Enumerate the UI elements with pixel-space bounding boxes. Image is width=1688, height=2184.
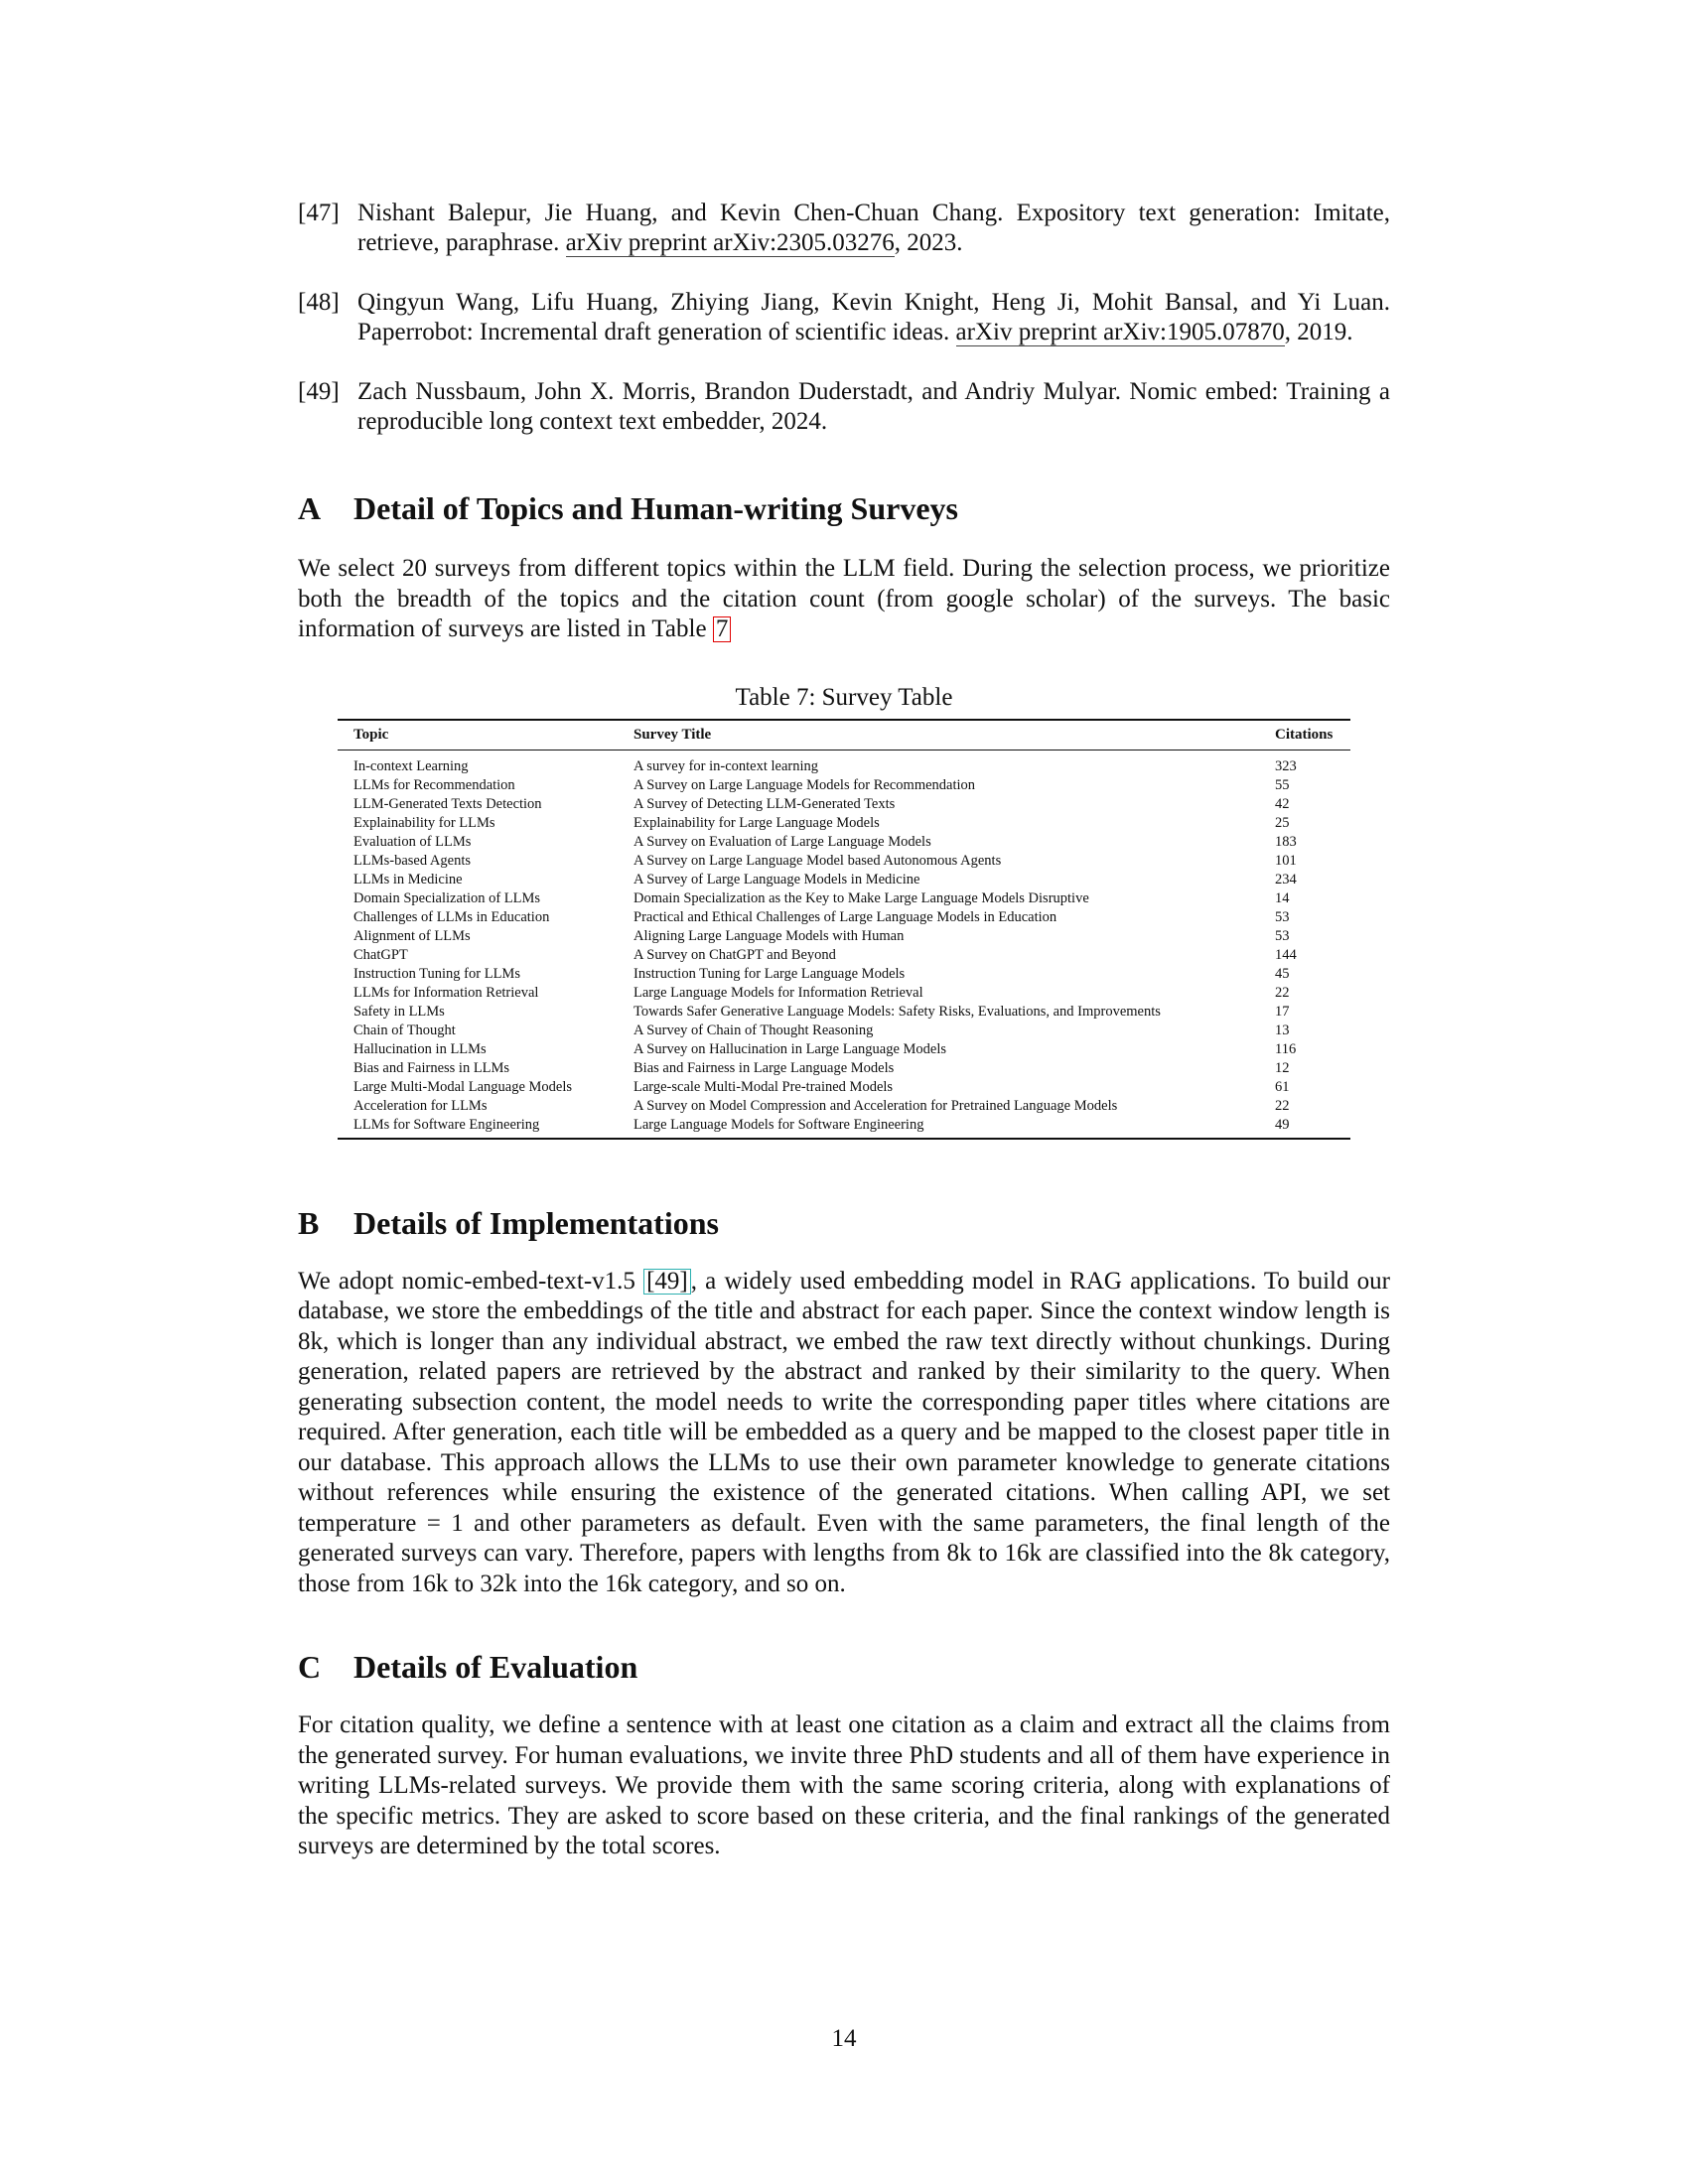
cell-topic: LLMs in Medicine bbox=[353, 871, 463, 887]
section-b-heading bbox=[298, 1203, 1390, 1243]
table-row bbox=[338, 889, 1350, 908]
page-number: 14 bbox=[831, 2025, 857, 2052]
section-a-paragraph bbox=[298, 554, 1390, 645]
reference-text: Qingyun Wang, Lifu Huang, Zhiying Jiang, Kevin Knight, Heng Ji, Mohit Bansal, and Yi Luan. Paperrobot: Incremental draft generation of scientific ideas. bbox=[357, 289, 1390, 345]
cell-topic: Domain Specialization of LLMs bbox=[353, 889, 541, 906]
cell-survey-title: A Survey of Detecting LLM-Generated Texts bbox=[633, 795, 896, 812]
reference-number: [47] bbox=[298, 200, 340, 226]
cell-citations: 22 bbox=[1275, 1097, 1290, 1114]
cell-citations: 101 bbox=[1275, 852, 1297, 869]
cell-topic: Large Multi-Modal Language Models bbox=[353, 1078, 572, 1095]
paper-page bbox=[298, 199, 1390, 1862]
cell-topic: In-context Learning bbox=[353, 757, 469, 774]
table-row bbox=[338, 1003, 1350, 1022]
cell-citations: 14 bbox=[1275, 889, 1290, 906]
citation-link-49[interactable]: [49] bbox=[643, 1269, 691, 1295]
cell-survey-title: Large Language Models for Software Engineering bbox=[633, 1116, 924, 1133]
cell-citations: 45 bbox=[1275, 965, 1290, 982]
cell-survey-title: Domain Specialization as the Key to Make Large Language Models Disruptive bbox=[633, 889, 1089, 906]
cell-survey-title: A Survey on Evaluation of Large Language Models bbox=[633, 833, 931, 850]
cell-citations: 144 bbox=[1275, 946, 1297, 963]
cell-survey-title: A Survey on Large Language Model based Autonomous Agents bbox=[633, 852, 1002, 869]
survey-table bbox=[338, 719, 1350, 1140]
header-survey-title: Survey Title bbox=[618, 720, 1259, 751]
cell-topic: Acceleration for LLMs bbox=[353, 1097, 488, 1114]
reference-text: Zach Nussbaum, John X. Morris, Brandon Duderstadt, and Andriy Mulyar. Nomic embed: Training a reproducible long context text embedder, 2024. bbox=[357, 378, 1390, 435]
paragraph-text: We select 20 surveys from different topics within the LLM field. During the selection process, we prioritize both the breadth of the topics and the citation count (from google scholar) of the surveys. The basic information of surveys are listed in Table bbox=[298, 555, 1390, 642]
section-title: Details of Implementations bbox=[353, 1204, 719, 1241]
table-row bbox=[338, 1097, 1350, 1116]
table-row bbox=[338, 750, 1350, 776]
cell-survey-title: Practical and Ethical Challenges of Large Language Models in Education bbox=[633, 908, 1057, 925]
table-header-row bbox=[338, 720, 1350, 751]
reference-number: [49] bbox=[298, 378, 340, 405]
cell-topic: Alignment of LLMs bbox=[353, 927, 471, 944]
cell-citations: 49 bbox=[1275, 1116, 1290, 1133]
reference-tail: , 2019. bbox=[1284, 319, 1353, 345]
cell-topic: Hallucination in LLMs bbox=[353, 1040, 487, 1057]
section-title: Details of Evaluation bbox=[353, 1649, 638, 1685]
table-row bbox=[338, 927, 1350, 946]
cell-citations: 42 bbox=[1275, 795, 1290, 812]
reference-47 bbox=[298, 199, 1390, 258]
cell-topic: LLM-Generated Texts Detection bbox=[353, 795, 542, 812]
cell-survey-title: A survey for in-context learning bbox=[633, 757, 819, 774]
section-a-heading bbox=[298, 488, 1390, 528]
section-label: B bbox=[298, 1204, 320, 1241]
reference-number: [48] bbox=[298, 289, 340, 316]
section-c-heading bbox=[298, 1647, 1390, 1687]
cell-survey-title: Aligning Large Language Models with Human bbox=[633, 927, 905, 944]
cell-survey-title: A Survey on ChatGPT and Beyond bbox=[633, 946, 836, 963]
cell-topic: LLMs for Software Engineering bbox=[353, 1116, 540, 1133]
section-b-paragraph bbox=[298, 1267, 1390, 1600]
cell-survey-title: Explainability for Large Language Models bbox=[633, 814, 880, 831]
cell-survey-title: Towards Safer Generative Language Models: Safety Risks, Evaluations, and Improvements bbox=[633, 1003, 1161, 1020]
table-row bbox=[338, 908, 1350, 927]
table-row bbox=[338, 1040, 1350, 1059]
table-reference-link[interactable]: 7 bbox=[713, 616, 732, 642]
cell-citations: 22 bbox=[1275, 984, 1290, 1001]
table-row bbox=[338, 965, 1350, 984]
cell-survey-title: Large Language Models for Information Retrieval bbox=[633, 984, 923, 1001]
table-row bbox=[338, 1078, 1350, 1097]
cell-topic: ChatGPT bbox=[353, 946, 408, 963]
table-row bbox=[338, 795, 1350, 814]
cell-survey-title: Bias and Fairness in Large Language Models bbox=[633, 1059, 895, 1076]
reference-49 bbox=[298, 377, 1390, 437]
cell-topic: Safety in LLMs bbox=[353, 1003, 445, 1020]
cell-survey-title: A Survey on Hallucination in Large Language Models bbox=[633, 1040, 947, 1057]
table-row bbox=[338, 852, 1350, 871]
cell-citations: 53 bbox=[1275, 908, 1290, 925]
cell-topic: LLMs for Recommendation bbox=[353, 776, 515, 793]
paragraph-text: , a widely used embedding model in RAG applications. To build our database, we store the embeddings of the title and abstract for each paper. Since the context window length is 8k, which is longer than any individual abstract, we embed the raw text directly without chunkings. During generation, related papers are retrieved by the abstract and ranked by their similarity to the query. When generating subsection content, the model needs to write the corresponding paper titles where citations are required. After generation, each title will be embedded as a query and be mapped to the closest paper title in our database. This approach allows the LLMs to use their own parameter knowledge to generate citations without references while ensuring the existence of the generated citations. When calling API, we set temperature = 1 and other parameters as default. Even with the same parameters, the final length of the generated surveys can vary. Therefore, papers with lengths from 8k to 16k are classified into the 8k category, those from 16k to 32k into the 16k category, and so on. bbox=[298, 1267, 1390, 1597]
table-row bbox=[338, 1116, 1350, 1139]
section-c-paragraph: For citation quality, we define a sentence with at least one citation as a claim and extract all the claims from the generated survey. For human evaluations, we invite three PhD students and all of them have experience in writing LLMs-related surveys. We provide them with the same scoring criteria, along with explanations of the specific metrics. They are asked to score based on these criteria, and the final rankings of the generated surveys are determined by the total scores. bbox=[298, 1711, 1390, 1859]
table-row bbox=[338, 776, 1350, 795]
reference-48 bbox=[298, 288, 1390, 347]
section-label: A bbox=[298, 490, 322, 526]
cell-topic: Bias and Fairness in LLMs bbox=[353, 1059, 510, 1076]
cell-citations: 13 bbox=[1275, 1022, 1290, 1038]
table-row bbox=[338, 1022, 1350, 1040]
cell-citations: 234 bbox=[1275, 871, 1297, 887]
cell-topic: Explainability for LLMs bbox=[353, 814, 495, 831]
cell-citations: 183 bbox=[1275, 833, 1297, 850]
cell-survey-title: A Survey of Large Language Models in Medicine bbox=[633, 871, 920, 887]
cell-citations: 61 bbox=[1275, 1078, 1290, 1095]
cell-topic: Challenges of LLMs in Education bbox=[353, 908, 550, 925]
table-body bbox=[338, 750, 1350, 1139]
table-row bbox=[338, 946, 1350, 965]
reference-tail: , 2023. bbox=[894, 229, 963, 256]
section-label: C bbox=[298, 1649, 322, 1685]
cell-citations: 17 bbox=[1275, 1003, 1290, 1020]
cell-citations: 12 bbox=[1275, 1059, 1290, 1076]
cell-survey-title: A Survey on Model Compression and Acceleration for Pretrained Language Models bbox=[633, 1097, 1118, 1114]
cell-citations: 55 bbox=[1275, 776, 1290, 793]
table-row bbox=[338, 871, 1350, 889]
table-row bbox=[338, 833, 1350, 852]
cell-survey-title: Large-scale Multi-Modal Pre-trained Models bbox=[633, 1078, 894, 1095]
cell-survey-title: A Survey on Large Language Models for Recommendation bbox=[633, 776, 976, 793]
table-row bbox=[338, 984, 1350, 1003]
table-row bbox=[338, 814, 1350, 833]
table-row bbox=[338, 1059, 1350, 1078]
cell-survey-title: Instruction Tuning for Large Language Models bbox=[633, 965, 906, 982]
cell-survey-title: A Survey of Chain of Thought Reasoning bbox=[633, 1022, 874, 1038]
table-caption: Table 7: Survey Table bbox=[735, 683, 953, 711]
cell-topic: Instruction Tuning for LLMs bbox=[353, 965, 520, 982]
header-citations: Citations bbox=[1259, 720, 1350, 751]
paragraph-text: We adopt nomic-embed-text-v1.5 bbox=[298, 1267, 644, 1295]
cell-topic: Evaluation of LLMs bbox=[353, 833, 472, 850]
cell-topic: LLMs for Information Retrieval bbox=[353, 984, 539, 1001]
reference-arxiv-link[interactable]: arXiv preprint arXiv:2305.03276 bbox=[565, 229, 895, 256]
cell-topic: Chain of Thought bbox=[353, 1022, 456, 1038]
cell-citations: 323 bbox=[1275, 757, 1297, 774]
reference-arxiv-link[interactable]: arXiv preprint arXiv:1905.07870 bbox=[955, 319, 1285, 345]
cell-citations: 53 bbox=[1275, 927, 1290, 944]
cell-topic: LLMs-based Agents bbox=[353, 852, 471, 869]
section-title: Detail of Topics and Human-writing Surveys bbox=[353, 490, 958, 526]
cell-citations: 116 bbox=[1275, 1040, 1297, 1057]
cell-citations: 25 bbox=[1275, 814, 1290, 831]
reference-text: Nishant Balepur, Jie Huang, and Kevin Chen-Chuan Chang. Expository text generation: Imitate, retrieve, paraphrase. bbox=[357, 200, 1390, 256]
header-topic: Topic bbox=[338, 720, 618, 751]
